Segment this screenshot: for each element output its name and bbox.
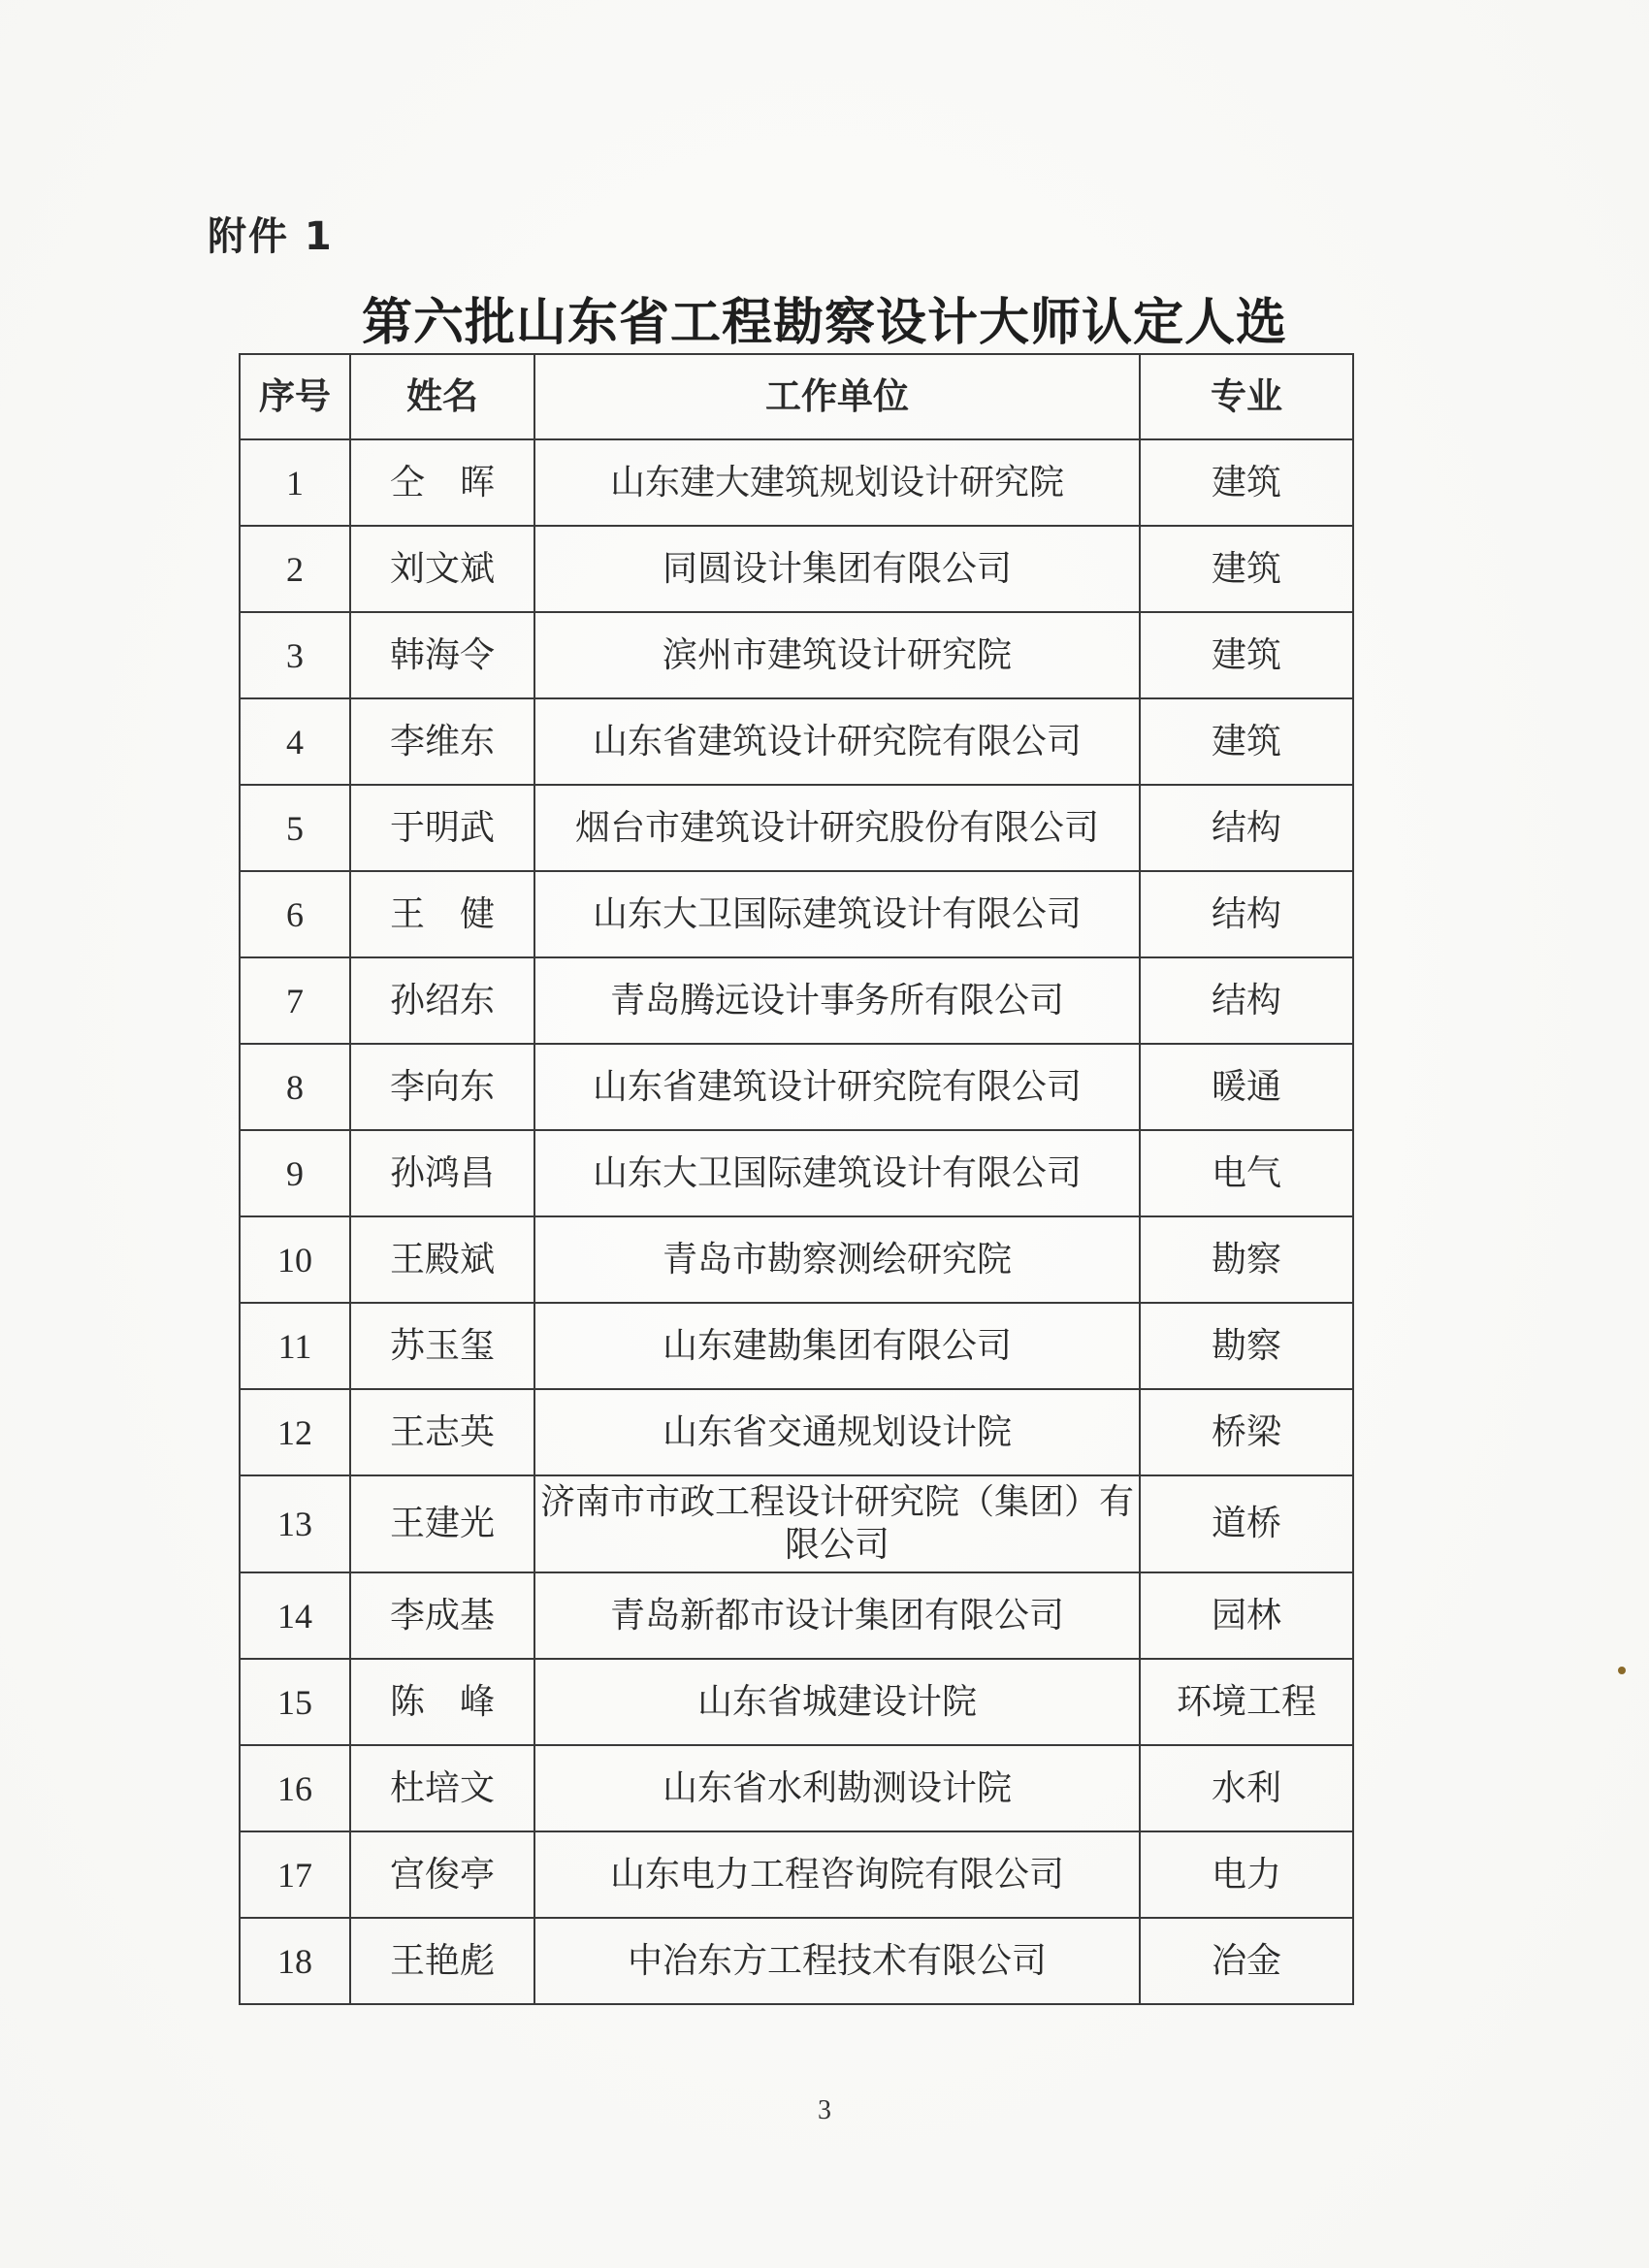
- row-no: 18: [240, 1918, 350, 2004]
- row-field: 结构: [1140, 957, 1353, 1044]
- row-no: 4: [240, 698, 350, 785]
- table-row: [240, 612, 1353, 698]
- header-no: 序号: [240, 354, 350, 439]
- table-row: [240, 785, 1353, 871]
- row-no: 14: [240, 1572, 350, 1659]
- row-unit: 山东大卫国际建筑设计有限公司: [534, 1130, 1140, 1216]
- table-header-row: [240, 354, 1353, 439]
- row-name: 李向东: [350, 1044, 534, 1130]
- row-field: 电气: [1140, 1130, 1353, 1216]
- row-unit: 济南市市政工程设计研究院（集团）有限公司: [534, 1475, 1140, 1572]
- row-unit: 山东省建筑设计研究院有限公司: [534, 1044, 1140, 1130]
- row-no: 16: [240, 1745, 350, 1831]
- table-row: [240, 698, 1353, 785]
- row-name: 王殿斌: [350, 1216, 534, 1303]
- row-no: 6: [240, 871, 350, 957]
- row-no: 17: [240, 1831, 350, 1918]
- row-name: 韩海令: [350, 612, 534, 698]
- row-unit: 山东省交通规划设计院: [534, 1389, 1140, 1475]
- row-field: 桥梁: [1140, 1389, 1353, 1475]
- row-field: 建筑: [1140, 698, 1353, 785]
- document-title: 第六批山东省工程勘察设计大师认定人选: [361, 294, 1287, 352]
- row-name: 孙鸿昌: [350, 1130, 534, 1216]
- row-name: 杜培文: [350, 1745, 534, 1831]
- row-unit: 青岛新都市设计集团有限公司: [534, 1572, 1140, 1659]
- row-unit: 中冶东方工程技术有限公司: [534, 1918, 1140, 2004]
- row-name: 王建光: [350, 1475, 534, 1572]
- row-unit: 青岛腾远设计事务所有限公司: [534, 957, 1140, 1044]
- row-name: 王 健: [350, 871, 534, 957]
- table-row: [240, 871, 1353, 957]
- row-unit: 烟台市建筑设计研究股份有限公司: [534, 785, 1140, 871]
- row-name: 苏玉玺: [350, 1303, 534, 1389]
- row-unit: 山东省建筑设计研究院有限公司: [534, 698, 1140, 785]
- row-no: 12: [240, 1389, 350, 1475]
- row-no: 1: [240, 439, 350, 526]
- row-unit: 滨州市建筑设计研究院: [534, 612, 1140, 698]
- row-unit: 山东建勘集团有限公司: [534, 1303, 1140, 1389]
- table-row: [240, 1745, 1353, 1831]
- row-name: 王艳彪: [350, 1918, 534, 2004]
- row-no: 5: [240, 785, 350, 871]
- attachment-label: 附件 1: [208, 214, 334, 259]
- row-name: 于明武: [350, 785, 534, 871]
- candidate-table: [239, 353, 1354, 2005]
- table-row: [240, 1044, 1353, 1130]
- row-no: 11: [240, 1303, 350, 1389]
- row-field: 勘察: [1140, 1303, 1353, 1389]
- row-unit: 山东省水利勘测设计院: [534, 1745, 1140, 1831]
- row-no: 9: [240, 1130, 350, 1216]
- row-field: 建筑: [1140, 439, 1353, 526]
- page-number: 3: [818, 2095, 831, 2125]
- row-field: 结构: [1140, 871, 1353, 957]
- row-field: 建筑: [1140, 612, 1353, 698]
- row-no: 10: [240, 1216, 350, 1303]
- row-field: 电力: [1140, 1831, 1353, 1918]
- row-name: 李成基: [350, 1572, 534, 1659]
- row-name: 李维东: [350, 698, 534, 785]
- table-row: [240, 1918, 1353, 2004]
- row-unit: 山东省城建设计院: [534, 1659, 1140, 1745]
- row-unit: 山东建大建筑规划设计研究院: [534, 439, 1140, 526]
- header-field: 专业: [1140, 354, 1353, 439]
- row-unit: 山东电力工程咨询院有限公司: [534, 1831, 1140, 1918]
- row-no: 8: [240, 1044, 350, 1130]
- table-row: [240, 957, 1353, 1044]
- row-name: 刘文斌: [350, 526, 534, 612]
- scan-speck: [1618, 1667, 1626, 1674]
- row-field: 水利: [1140, 1745, 1353, 1831]
- row-name: 仝 晖: [350, 439, 534, 526]
- table-row: [240, 1216, 1353, 1303]
- header-name: 姓名: [350, 354, 534, 439]
- header-unit: 工作单位: [534, 354, 1140, 439]
- row-field: 勘察: [1140, 1216, 1353, 1303]
- table-row: [240, 1303, 1353, 1389]
- row-field: 建筑: [1140, 526, 1353, 612]
- row-name: 孙绍东: [350, 957, 534, 1044]
- table-row: [240, 1572, 1353, 1659]
- row-no: 13: [240, 1475, 350, 1572]
- row-no: 2: [240, 526, 350, 612]
- row-field: 道桥: [1140, 1475, 1353, 1572]
- row-unit: 山东大卫国际建筑设计有限公司: [534, 871, 1140, 957]
- row-field: 环境工程: [1140, 1659, 1353, 1745]
- table-row: [240, 1475, 1353, 1572]
- row-field: 冶金: [1140, 1918, 1353, 2004]
- table-row: [240, 1831, 1353, 1918]
- row-unit: 同圆设计集团有限公司: [534, 526, 1140, 612]
- row-name: 王志英: [350, 1389, 534, 1475]
- row-field: 结构: [1140, 785, 1353, 871]
- row-no: 15: [240, 1659, 350, 1745]
- table-row: [240, 439, 1353, 526]
- row-name: 陈 峰: [350, 1659, 534, 1745]
- table-row: [240, 1130, 1353, 1216]
- row-name: 宫俊亭: [350, 1831, 534, 1918]
- row-no: 3: [240, 612, 350, 698]
- row-unit: 青岛市勘察测绘研究院: [534, 1216, 1140, 1303]
- table-row: [240, 1659, 1353, 1745]
- table-row: [240, 526, 1353, 612]
- row-field: 暖通: [1140, 1044, 1353, 1130]
- row-field: 园林: [1140, 1572, 1353, 1659]
- row-no: 7: [240, 957, 350, 1044]
- table-row: [240, 1389, 1353, 1475]
